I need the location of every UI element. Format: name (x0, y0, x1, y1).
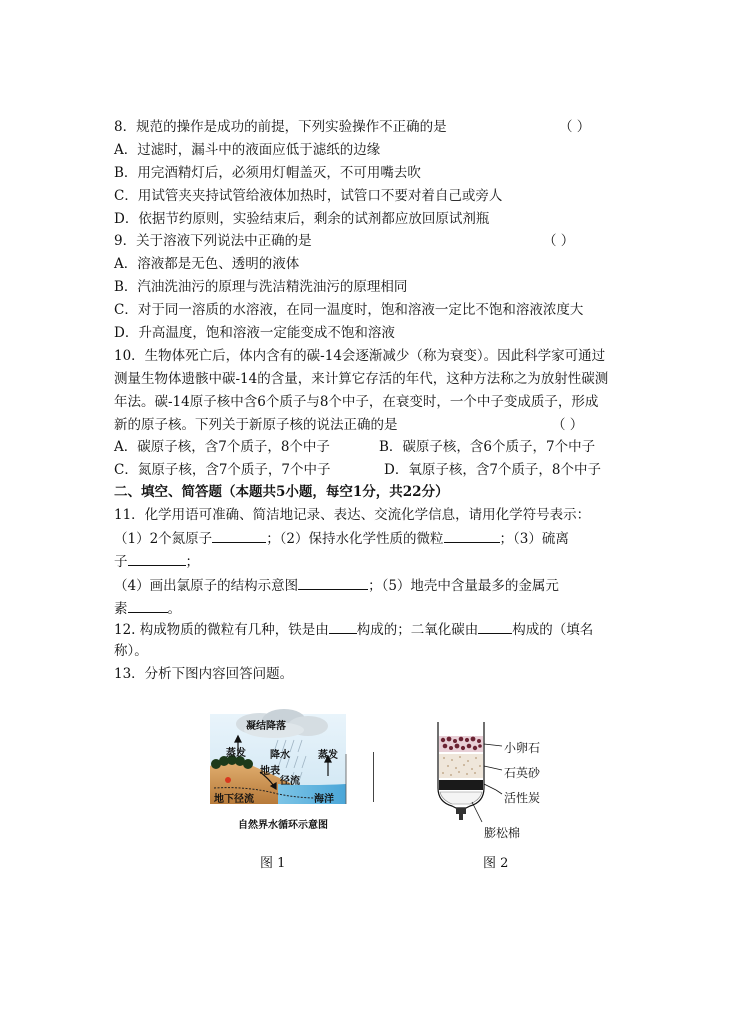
q9-option-a: A．溶液都是无色、透明的液体 (114, 256, 300, 272)
q11-part3-label-cont: 子 (114, 554, 128, 570)
q12-part-b: 构成的；二氧化碳由 (356, 622, 479, 638)
q13-stem: 13．分析下图内容回答问题。 (114, 666, 294, 682)
fig1-label-runoff: 径流 (280, 776, 300, 787)
q10-option-a: A．碳原子核，含7个质子，8个中子 (114, 439, 330, 455)
q8-option-a: A．过滤时，漏斗中的液面应低于滤纸的边缘 (114, 142, 381, 158)
q8-answer-paren: （ ） (559, 119, 591, 135)
q12-part-c: 构成的（填名 (512, 622, 594, 638)
q11-part1-label: （1）2个氮原子 (114, 531, 213, 547)
fig2-label-quartz-sand: 石英砂 (504, 766, 541, 780)
fig2-label-activated-carbon: 活性炭 (504, 791, 541, 805)
q12-blank-1[interactable] (329, 621, 357, 634)
q9-stem: 9．关于溶液下列说法中正确的是 (114, 233, 312, 249)
figure-1-caption: 图 1 (260, 856, 286, 871)
q11-blank-4[interactable] (298, 577, 368, 590)
q10-option-d: D．氧原子核，含7个质子，8个中子 (384, 462, 602, 478)
q10-line-3: 年法。碳-14原子核中含6个质子与8个中子，在衰变时，一个中子变成质子，形成 (114, 394, 599, 410)
figure-separator (373, 752, 374, 802)
fig1-label-underground-runoff: 地下径流 (214, 794, 254, 805)
fig1-label-ocean: 海洋 (314, 794, 334, 805)
q11-blank-1[interactable] (212, 530, 266, 543)
q12-line-2: 称）。 (114, 643, 148, 659)
q11-line-1 (114, 530, 569, 547)
q10-line-4: 新的原子核。下列关于新原子核的说法正确的是 (114, 417, 398, 433)
fig1-label-evaporation-left: 蒸发 (226, 748, 246, 759)
q8-option-c: C．用试管夹夹持试管给液体加热时，试管口不要对着自己或旁人 (114, 188, 503, 204)
q11-stem: 11．化学用语可准确、简洁地记录、表达、交流化学信息，请用化学符号表示： (114, 507, 591, 523)
q10-answer-paren: （ ） (552, 417, 584, 433)
q11-line-2 (114, 553, 199, 570)
figure-2-caption: 图 2 (483, 856, 509, 871)
q10-line-1: 10．生物体死亡后，体内含有的碳-14会逐渐减少（称为衰变）。因此科学家可通过 (114, 348, 606, 364)
q9-option-b: B．汽油洗油污的原理与洗洁精洗油污的原理相同 (114, 279, 408, 295)
q11-part4-label: （4）画出氯原子的结构示意图 (114, 578, 299, 594)
fig1-label-evaporation-right: 蒸发 (318, 750, 338, 761)
q8-option-b: B．用完酒精灯后，必须用灯帽盖灭，不可用嘴去吹 (114, 165, 421, 181)
q11-part5-end: 。 (167, 601, 181, 617)
q11-blank-2[interactable] (444, 530, 500, 543)
fig1-title: 自然界水循环示意图 (238, 820, 328, 831)
section-2-heading: 二、填空、简答题（本题共5小题，每空1分，共22分） (114, 484, 449, 500)
q12-part-a: 12. 构成物质的微粒有几种，铁是由 (114, 622, 329, 638)
fig2-label-pebbles: 小卵石 (504, 741, 541, 755)
figure-2-water-filter (430, 718, 570, 842)
fig2-label-cotton: 膨松棉 (484, 826, 521, 840)
q9-answer-paren: （ ） (543, 233, 575, 249)
q11-line-3 (114, 577, 559, 594)
q11-part5-label: ；（5）地壳中含量最多的金属元 (368, 578, 559, 594)
q11-part3-end: ； (185, 554, 199, 570)
fig1-label-rain: 降水 (270, 750, 290, 761)
q10-option-c: C．氮原子核，含7个质子，7个中子 (114, 462, 331, 478)
q11-blank-5[interactable] (128, 600, 168, 613)
q12-blank-2[interactable] (478, 621, 512, 634)
q11-part5-label-cont: 素 (114, 601, 128, 617)
q12-line-1 (114, 621, 593, 638)
fig1-label-surface: 地表 (260, 766, 280, 777)
q10-option-b: B．碳原子核，含6个质子，7个中子 (379, 439, 596, 455)
q11-blank-3[interactable] (128, 553, 186, 566)
fig1-label-condense: 凝结降落 (246, 721, 286, 732)
q11-part2-label: ；（2）保持水化学性质的微粒 (266, 531, 444, 547)
q8-option-d: D．依据节约原则，实验结束后，剩余的试剂都应放回原试剂瓶 (114, 211, 490, 227)
q8-stem: 8．规范的操作是成功的前提，下列实验操作不正确的是 (114, 119, 447, 135)
q10-line-2: 测量生物体遗骸中碳-14的含量，来计算它存活的年代，这种方法称之为放射性碳测 (114, 371, 609, 387)
figure-1-water-cycle (208, 706, 348, 834)
q9-option-d: D．升高温度，饱和溶液一定能变成不饱和溶液 (114, 325, 395, 341)
q9-option-c: C．对于同一溶质的水溶液，在同一温度时，饱和溶液一定比不饱和溶液浓度大 (114, 302, 584, 318)
q11-part3-label: ；（3）硫离 (499, 531, 569, 547)
q11-line-4 (114, 600, 181, 617)
